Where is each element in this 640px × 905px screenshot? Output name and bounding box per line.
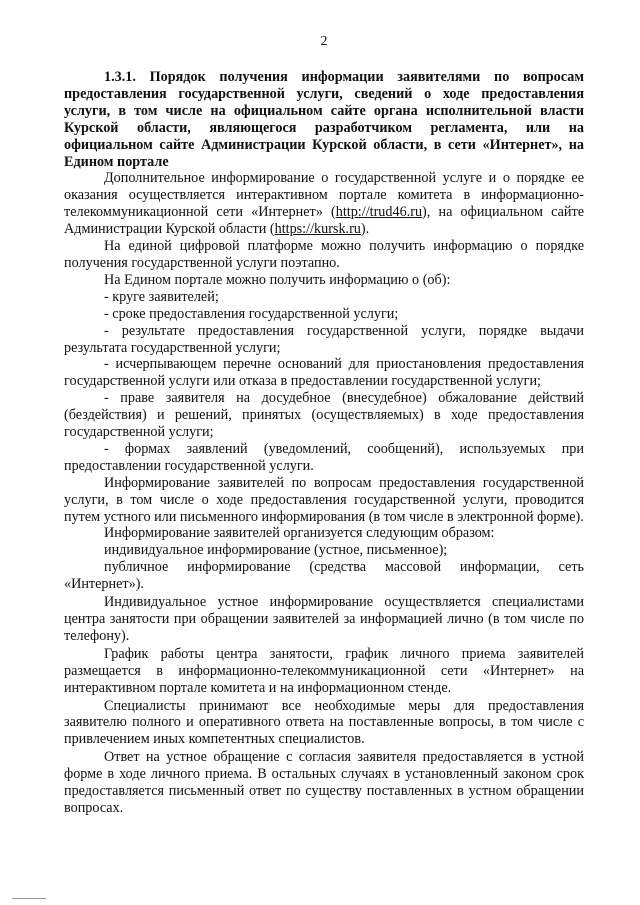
intro-text-1: Дополнительное информирование о государственной услуге и о порядке ее оказания осуществляется интерактивном портале комитета в информационно-телекоммуникационной сети «Интернет» ( [64,170,584,221]
trud46-link[interactable]: http://trud46.ru [335,204,423,221]
list-item-forms: - формах заявлений (уведомлений, сообщений), используемых при предоставлении государственной услуги. [64,440,584,474]
kursk-link[interactable]: https://kursk.ru [274,221,361,238]
paragraph-specialists: Специалисты принимают все необходимые меры для предоставления заявителю полного и оперативного ответа на поставленные вопросы, в том числе с привлечением иных компетентных специалистов. [64,697,584,748]
list-item-grounds: - исчерпывающем перечне оснований для приостановления предоставления государственной услуги или отказа в предоставлении государственной услуги; [64,356,584,390]
intro-paragraph [64,170,584,238]
page-number: 2 [320,34,328,49]
paragraph-public: публичное информирование (средства массовой информации, сеть «Интернет»). [64,559,584,593]
paragraph-answer: Ответ на устное обращение с согласия заявителя предоставляется в устной форме в ходе личного приема. В остальных случаях в установленный законом срок предоставляется письменный ответ по существу поставленных в устном обращении вопросах. [64,749,584,816]
list-item-appeal: - праве заявителя на досудебное (внесудебное) обжалование действий (бездействия) и решений, принятых (осуществляемых) в ходе предоставления государственной услуги; [64,390,584,441]
paragraph-oral: Индивидуальное устное информирование осуществляется специалистами центра занятости при обращении заявителей за информацией лично (в том числе по телефону). [64,594,584,644]
paragraph-portal-info: На Едином портале можно получить информацию о (об): [104,271,451,288]
list-item-term: - сроке предоставления государственной услуги; [104,305,399,322]
paragraph-schedule: График работы центра занятости, график личного приема заявителей размещается в информационно-телекоммуникационной сети «Интернет» на интерактивном портале комитета и на информационном стенде. [64,645,584,696]
intro-text-2: ), на официальном сайте Администрации Курской области ( [64,204,584,238]
section-heading: 1.3.1. Порядок получения информации заявителями по вопросам предоставления государственной услуги, сведений о ходе предоставления услуги, в том числе на официальном сайте органа исполнительной власти Курской области, являющегося разработчиком регламента, или на официальном сайте Администрации Курской области, в сети «Интернет», на Едином портале [64,69,584,170]
paragraph-organization: Информирование заявителей организуется следующим образом: [104,525,495,542]
paragraph-individual: индивидуальное информирование (устное, письменное); [104,542,448,559]
list-item-applicants: - круге заявителей; [104,288,219,305]
scan-edge-mark [12,898,46,899]
paragraph-informing: Информирование заявителей по вопросам предоставления государственной услуги, в том числе о ходе предоставления государственной услуги, проводится путем устного или письменного информирования (в том числе в электронной форме). [64,474,584,525]
list-item-result: - результате предоставления государственной услуги, порядке выдачи результата государственной услуги; [64,322,584,356]
intro-text-3: ). [360,221,370,238]
paragraph-platform: На единой цифровой платформе можно получить информацию о порядке получения государственной услуги поэтапно. [64,238,584,271]
